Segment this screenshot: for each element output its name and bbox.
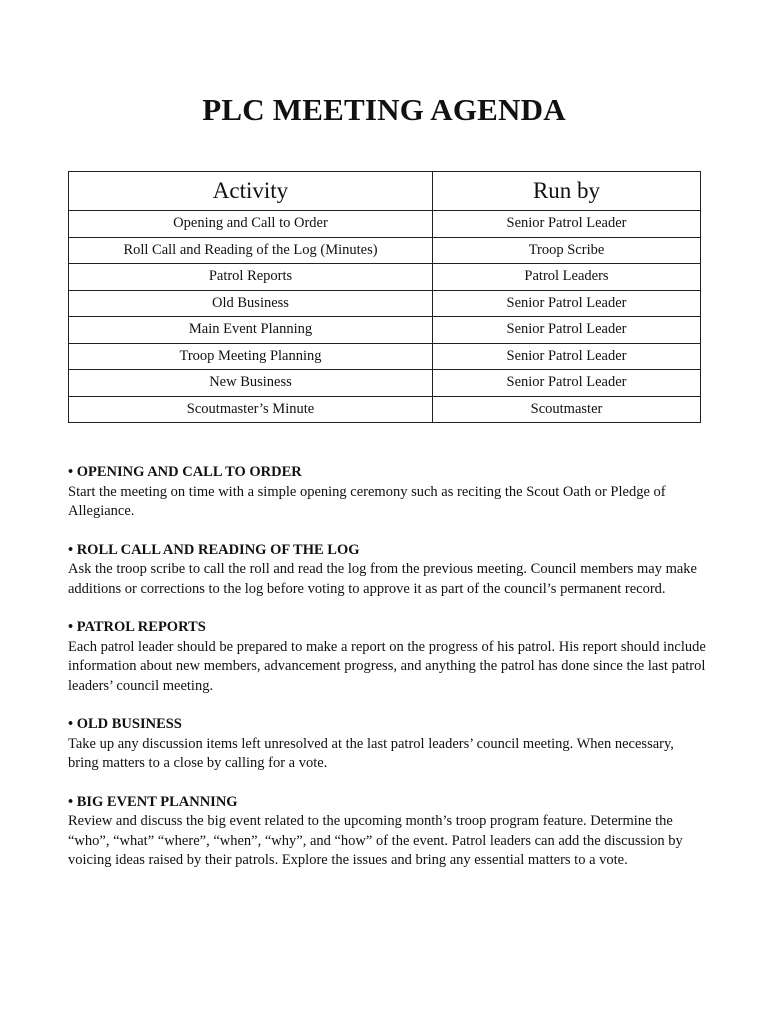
section-body: Each patrol leader should be prepared to make a report on the progress of his patrol. His report should include information about new members, advancement progress, and anything the patrol has done since the last patrol leaders’ council meeting. — [68, 638, 706, 694]
section-body: Ask the troop scribe to call the roll and read the log from the previous meeting. Council members may make additions or corrections to the log before voting to approve it as part of the council’s permanent record. — [68, 561, 697, 597]
activity-cell: Troop Meeting Planning — [69, 343, 433, 370]
section-patrol-reports — [68, 618, 708, 696]
section-old-business — [68, 715, 708, 774]
activity-cell: Opening and Call to Order — [69, 211, 433, 238]
section-roll-call — [68, 541, 708, 600]
run-by-cell: Senior Patrol Leader — [433, 317, 701, 344]
column-header-run-by: Run by — [433, 172, 701, 211]
table-header-row — [69, 172, 701, 211]
agenda-descriptions — [68, 463, 708, 890]
section-body: Start the meeting on time with a simple opening ceremony such as reciting the Scout Oath or Pledge of Allegiance. — [68, 483, 666, 519]
section-heading: • BIG EVENT PLANNING — [68, 793, 238, 810]
table-row — [69, 343, 701, 370]
table-row — [69, 211, 701, 238]
section-opening — [68, 463, 708, 522]
activity-cell: New Business — [69, 370, 433, 397]
activity-cell: Main Event Planning — [69, 317, 433, 344]
table-row — [69, 290, 701, 317]
table-row — [69, 370, 701, 397]
table-row — [69, 317, 701, 344]
page-title: PLC MEETING AGENDA — [202, 92, 566, 127]
agenda-table — [68, 171, 701, 423]
run-by-cell: Senior Patrol Leader — [433, 290, 701, 317]
section-heading: • OPENING AND CALL TO ORDER — [68, 464, 302, 480]
run-by-cell: Troop Scribe — [433, 237, 701, 264]
section-body: Review and discuss the big event related to the upcoming month’s troop program feature. Determine the “who”, “what” “where”, “when”, “why”, and “how” of the event. Patrol leaders can add the discussion by voicing ideas raised by their patrols. Explore the issues and bring any essential matters to a vote. — [68, 813, 683, 868]
section-big-event-planning — [68, 793, 708, 871]
run-by-cell: Senior Patrol Leader — [433, 211, 701, 238]
activity-cell: Scoutmaster’s Minute — [69, 396, 433, 423]
column-header-activity: Activity — [69, 172, 433, 211]
run-by-cell: Patrol Leaders — [433, 264, 701, 291]
table-row — [69, 237, 701, 264]
activity-cell: Roll Call and Reading of the Log (Minutes) — [69, 237, 433, 264]
activity-cell: Old Business — [69, 290, 433, 317]
run-by-cell: Scoutmaster — [433, 396, 701, 423]
section-heading: • ROLL CALL AND READING OF THE LOG — [68, 541, 360, 558]
table-row — [69, 396, 701, 423]
section-heading: • OLD BUSINESS — [68, 716, 182, 732]
table-row — [69, 264, 701, 291]
section-body: Take up any discussion items left unresolved at the last patrol leaders’ council meeting. When necessary, bring matters to a close by calling for a vote. — [68, 735, 674, 771]
run-by-cell: Senior Patrol Leader — [433, 370, 701, 397]
section-heading: • PATROL REPORTS — [68, 619, 206, 635]
activity-cell: Patrol Reports — [69, 264, 433, 291]
run-by-cell: Senior Patrol Leader — [433, 343, 701, 370]
